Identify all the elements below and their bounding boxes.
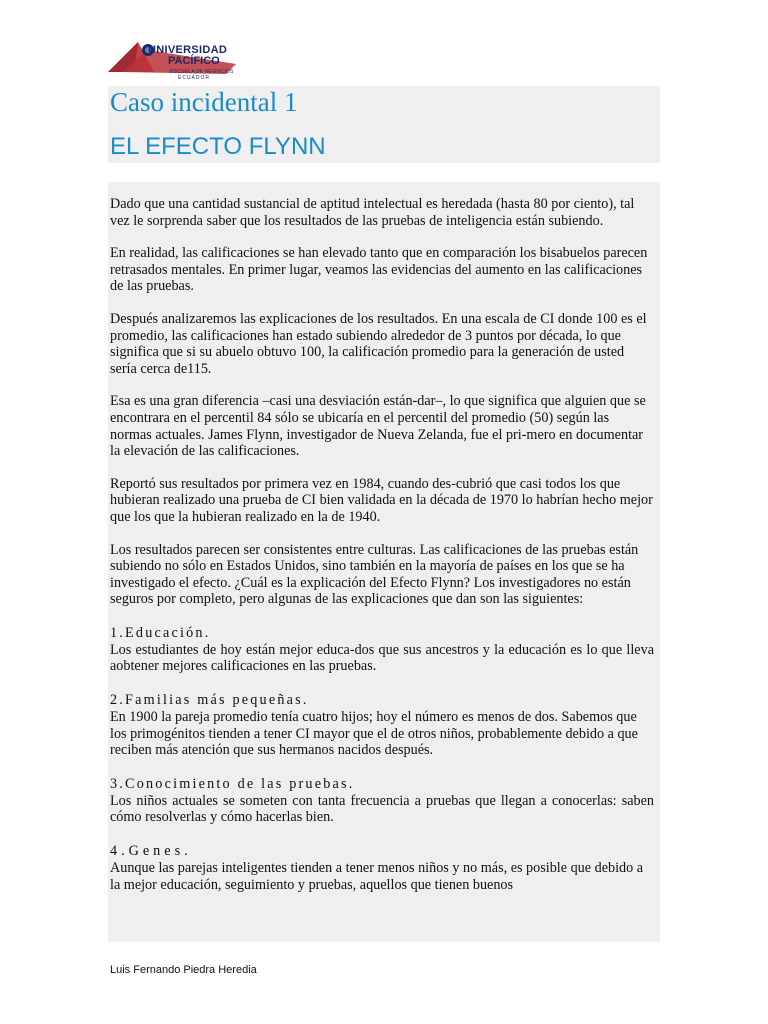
logo-wordmark bbox=[148, 45, 234, 81]
section-genes bbox=[110, 842, 654, 893]
case-title: Caso incidental 1 bbox=[110, 87, 298, 117]
paragraph-6: Los resultados parecen ser consistentes entre culturas. Las calificaciones de las pruebas están subiendo no sólo en Estados Unidos, sino también en la mayoría de países en los que se ha investigado el efecto. ¿Cuál es la explicación del Efecto Flynn? Los investigadores no están seguros por completo, pero algunas de las explicaciones que dan son las siguientes: bbox=[110, 541, 639, 608]
section-text: En 1900 la pareja promedio tenía cuatro hijos; hoy el número es menos de dos. Sabemos que los primogénitos tienden a tener CI mayor que el de otros niños, probablemente debido a que reciben más atención que sus hermanos nacidos después. bbox=[110, 709, 638, 759]
paragraph-4: Esa es una gran diferencia –casi una desviación están-dar–, lo que significa que alguien que se encontrara en el percentil 84 sólo se ubicaría en el percentil del promedio (50) según las normas actuales. James Flynn, investigador de Nueva Zelanda, fue el pri-mero en documentar la elevación de las calificaciones. bbox=[110, 393, 646, 460]
section-heading: 1.Educación. bbox=[110, 624, 211, 641]
section-education bbox=[110, 624, 654, 675]
section-heading: 2.Familias más pequeñas. bbox=[110, 692, 309, 709]
logo-line-4: ECUADOR bbox=[178, 75, 211, 81]
logo-line-3: ESCUELA DE NEGOCIOS bbox=[170, 69, 234, 75]
paragraph-3: Después analizaremos las explicaciones de los resultados. En una escala de CI donde 100 es el promedio, las calificaciones han estado subiendo alrededor de 3 puntos por década, lo que significa que si su abuelo obtuvo 100, la calificación promedio para la generación de usted sería cerca de115. bbox=[110, 310, 647, 377]
section-heading: 3.Conocimiento de las pruebas. bbox=[110, 775, 355, 792]
section-text: Los estudiantes de hoy están mejor educa-dos que sus ancestros y la educación es lo que lleva aobtener mejores calificaciones en las pruebas. bbox=[110, 641, 654, 675]
section-test-knowledge bbox=[110, 775, 654, 826]
paragraph-5: Reportó sus resultados por primera vez en 1984, cuando des-cubrió que casi todos los que hubieran realizado una prueba de CI bien validada en la década de 1970 lo habrían hecho mejor que los que la hubieran realizado en la de 1940. bbox=[110, 475, 653, 525]
paragraph-2: En realidad, las calificaciones se han elevado tanto que en comparación los bisabuelos parecen retrasados mentales. En primer lugar, veamos las evidencias del aumento en las calificaciones de las pruebas. bbox=[110, 245, 648, 295]
paragraph-1: Dado que una cantidad sustancial de aptitud intelectual es heredada (hasta 80 por ciento), tal vez le sorprenda saber que los resultados de las pruebas de inteligencia están subiendo. bbox=[110, 196, 635, 229]
case-subtitle: EL EFECTO FLYNN bbox=[110, 133, 326, 160]
section-text: Aunque las parejas inteligentes tienden a tener menos niños y no más, es posible que debido a la mejor educación, seguimiento y pruebas, aquellos que tienen buenos bbox=[110, 860, 644, 893]
section-text: Los niños actuales se someten con tanta frecuencia a pruebas que llegan a conocerlas: saben cómo resolverlas y cómo hacerlas bien. bbox=[110, 792, 654, 826]
section-heading: 4.Genes. bbox=[110, 843, 192, 860]
footer-author: Luis Fernando Piedra Heredia bbox=[110, 964, 257, 976]
section-smaller-families bbox=[110, 691, 654, 759]
logo-line-2: PACÍFICO bbox=[168, 55, 220, 67]
article-body bbox=[110, 196, 654, 909]
logo-line-1: UNIVERSIDAD bbox=[148, 44, 228, 56]
